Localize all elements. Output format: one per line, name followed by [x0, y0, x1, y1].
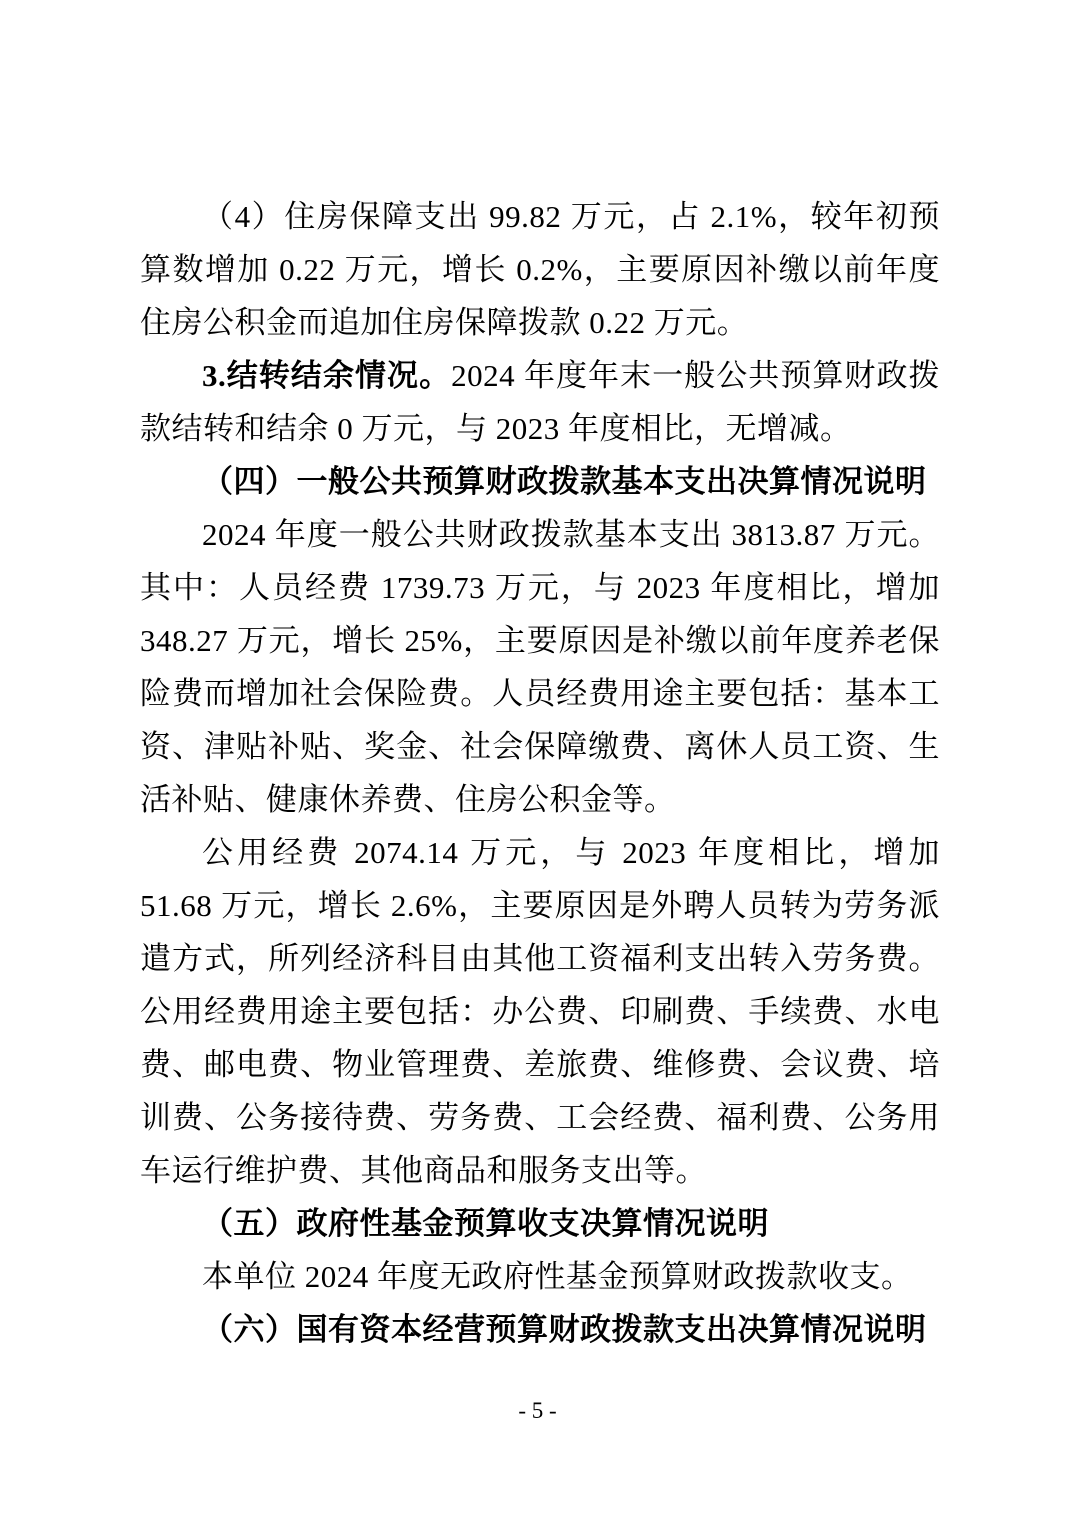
heading-section-six: （六）国有资本经营预算财政拨款支出决算情况说明: [202, 1312, 927, 1347]
paragraph-gov-fund-budget: 本单位 2024 年度无政府性基金预算财政拨款收支。: [202, 1259, 913, 1294]
carryover-body-text: 2024 年度年末一般公共预算财政拨款结转和结余 0 万元，与 2023 年度相比，无增减。: [140, 358, 941, 446]
paragraph-carryover-balance: [140, 349, 940, 455]
page-footer: [0, 1398, 1075, 1424]
carryover-bold-lead: 3.结转结余情况。: [202, 358, 452, 393]
paragraph-housing-expense: （4）住房保障支出 99.82 万元，占 2.1%，较年初预算数增加 0.22 万元，增长 0.2%，主要原因补缴以前年度住房公积金而追加住房保障拨款 0.22 万元。: [140, 199, 940, 340]
paragraph-public-operating-funds: 公用经费 2074.14 万元，与 2023 年度相比，增加 51.68 万元，增长 2.6%，主要原因是外聘人员转为劳务派遣方式，所列经济科目由其他工资福利支出转入劳务费。公用经费用途主要包括：办公费、印刷费、手续费、水电费、邮电费、物业管理费、差旅费、维修费、会议费、培训费、公务接待费、劳务费、工会经费、福利费、公务用车运行维护费、其他商品和服务支出等。: [140, 835, 940, 1188]
page-number: - 5 -: [518, 1398, 557, 1423]
heading-section-four: （四）一般公共预算财政拨款基本支出决算情况说明: [202, 464, 927, 499]
document-body: [140, 190, 940, 1356]
heading-section-five: （五）政府性基金预算收支决算情况说明: [202, 1206, 769, 1241]
paragraph-basic-expenditure: 2024 年度一般公共财政拨款基本支出 3813.87 万元。其中：人员经费 1739.73 万元，与 2023 年度相比，增加 348.27 万元，增长 25%，主要原因是补缴以前年度养老保险费而增加社会保险费。人员经费用途主要包括：基本工资、津贴补贴、奖金、社会保障缴费、离休人员工资、生活补贴、健康休养费、住房公积金等。: [140, 517, 940, 817]
